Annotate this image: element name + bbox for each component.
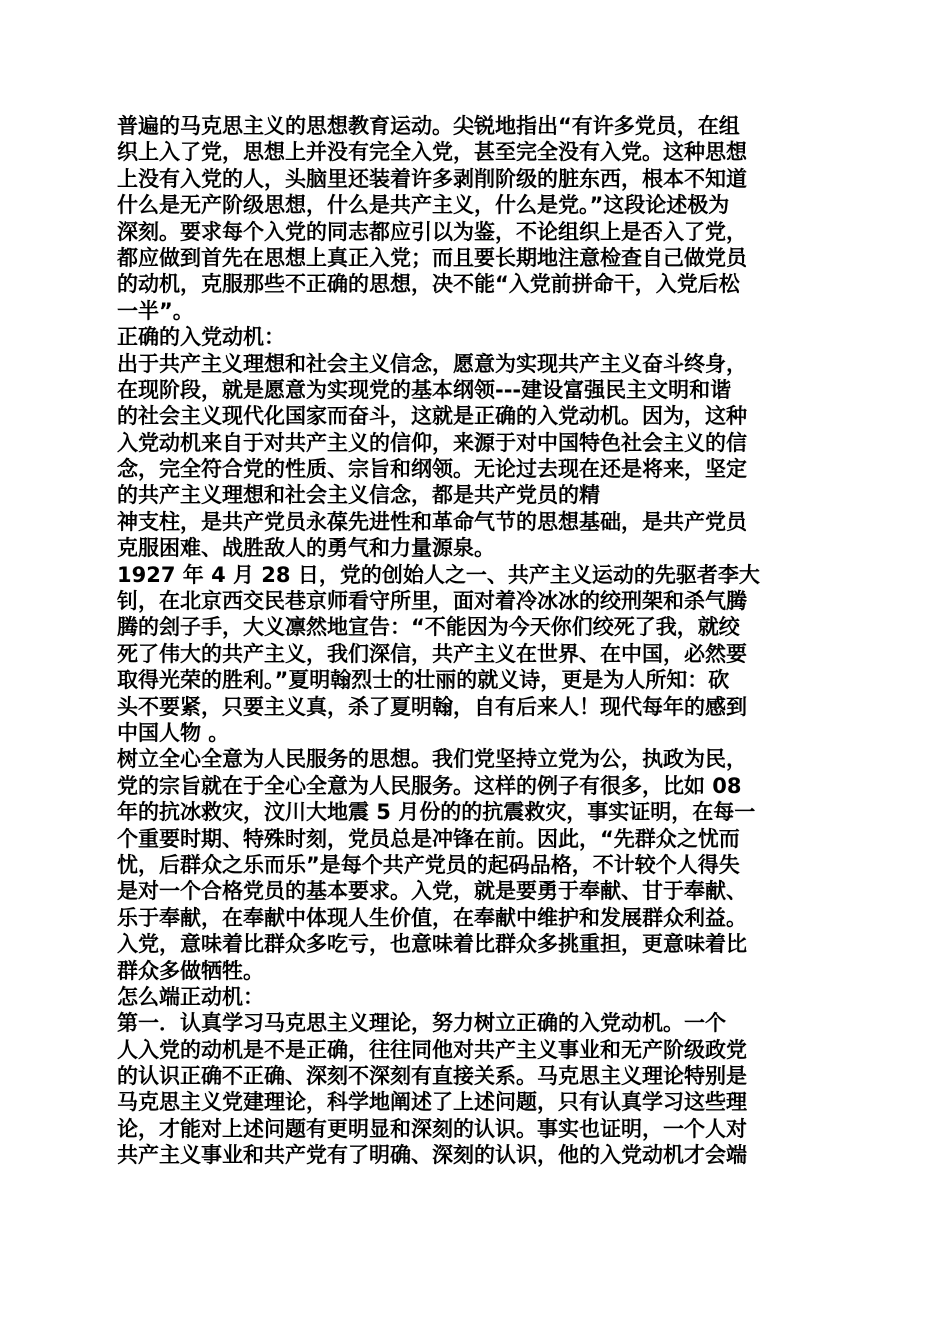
text-line: 死了伟大的共产主义，我们深信，共产主义在世界、在中国，必然要 [117,641,747,666]
text-line: 织上入了党，思想上并没有完全入党，甚至完全没有入党。这种思想 [117,140,747,165]
text-line: 第一．认真学习马克思主义理论，努力树立正确的入党动机。一个 [117,1011,726,1036]
text-line: 党的宗旨就在于全心全意为人民服务。这样的例子有很多，比如 08 [117,773,742,798]
text-line: 头不要紧，只要主义真，杀了夏明翰，自有后来人！现代每年的感到 [117,694,747,719]
text-line: 的社会主义现代化国家而奋斗，这就是正确的入党动机。因为，这种 [117,404,747,429]
text-line: 入党动机来自于对共产主义的信仰，来源于对中国特色社会主义的信 [117,430,747,455]
text-line: 年的抗冰救灾，汶川大地震 5 月份的的抗震救灾，事实证明，在每一 [117,800,756,825]
text-line: 念，完全符合党的性质、宗旨和纲领。无论过去现在还是将来，坚定 [117,457,747,482]
text-line: 钊，在北京西交民巷京师看守所里，面对着冷冰冰的绞刑架和杀气腾 [117,589,747,614]
text-line: 在现阶段，就是愿意为实现党的基本纲领---建设富强民主文明和谐 [117,377,732,402]
text-line: 上没有入党的人，头脑里还装着许多剥削阶级的脏东西，根本不知道 [117,166,747,191]
text-line: 树立全心全意为人民服务的思想。我们党坚持立党为公，执政为民， [117,747,747,772]
text-line: 什么是无产阶级思想，什么是共产主义，什么是党。”这段论述极为 [117,193,730,218]
text-line: 一半”。 [117,298,194,323]
text-line: 共产主义事业和共产党有了明确、深刻的认识，他的入党动机才会端 [117,1143,747,1168]
text-line: 入党，意味着比群众多吃亏，也意味着比群众多挑重担，更意味着比 [117,932,747,957]
text-line: 个重要时期、特殊时刻，党员总是冲锋在前。因此，“先群众之忧而 [117,826,740,851]
text-line: 论，才能对上述问题有更明显和深刻的认识。事实也证明，一个人对 [117,1116,747,1141]
text-line: 普遍的马克思主义的思想教育运动。尖锐地指出“有许多党员，在组 [117,114,740,138]
text-line: 人入党的动机是不是正确，往往同他对共产主义事业和无产阶级政党 [117,1037,747,1062]
text-line: 深刻。要求每个入党的同志都应引以为鉴，不论组织上是否入了党， [117,219,747,244]
text-line: 的认识正确不正确、深刻不深刻有直接关系。马克思主义理论特别是 [117,1064,747,1089]
section-heading: 正确的入党动机： [117,325,285,350]
text-line: 1927 年 4 月 28 日，党的创始人之一、共产主义运动的先驱者李大 [117,562,760,587]
section-heading: 怎么端正动机： [117,984,264,1009]
text-line: 取得光荣的胜利。”夏明翰烈士的壮丽的就义诗，更是为人所知：砍 [117,668,730,693]
text-line: 出于共产主义理想和社会主义信念，愿意为实现共产主义奋斗终身， [117,351,747,376]
text-line: 马克思主义党建理论，科学地阐述了上述问题，只有认真学习这些理 [117,1090,747,1115]
text-line: 群众多做牺牲。 [117,958,264,983]
text-line: 是对一个合格党员的基本要求。入党，就是要勇于奉献、甘于奉献、 [117,879,747,904]
text-line: 神支柱，是共产党员永葆先进性和革命气节的思想基础，是共产党员 [117,509,747,534]
text-line: 腾的刽子手，大义凛然地宣告：“不能因为今天你们绞死了我，就绞 [117,615,740,640]
text-line: 的动机，克服那些不正确的思想，决不能“入党前拼命干，入党后松 [117,272,740,297]
text-line: 都应做到首先在思想上真正入党；而且要长期地注意检查自己做党员 [117,245,747,270]
text-line: 克服困难、战胜敌人的勇气和力量源泉。 [117,536,495,561]
text-line: 乐于奉献，在奉献中体现人生价值，在奉献中维护和发展群众利益。 [117,905,747,930]
body-text [117,113,839,1169]
text-line: 的共产主义理想和社会主义信念，都是共产党员的精 [117,483,600,508]
text-line: 忧，后群众之乐而乐”是每个共产党员的起码品格，不计较个人得失 [117,852,740,877]
text-line: 中国人物 。 [117,720,230,745]
